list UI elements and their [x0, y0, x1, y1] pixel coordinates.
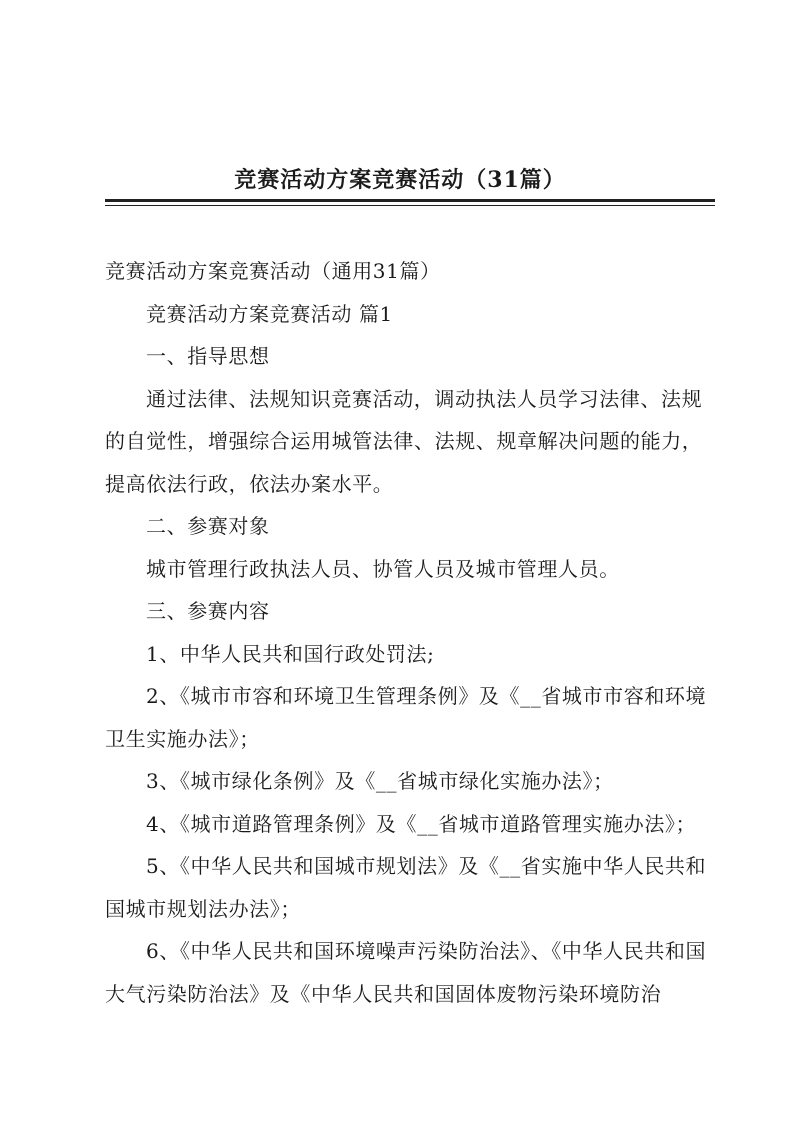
- document-body: [105, 250, 717, 1015]
- heading-participants: 二、参赛对象: [146, 514, 270, 538]
- list-item: 2、《城市市容和环境卫生管理条例》及《__省城市市容和环境卫生实施办法》；: [105, 684, 707, 751]
- list-item: 6、《中华人民共和国环境噪声污染防治法》、《中华人民共和国大气污染防治法》及《中华人民共和国固体废物污染环境防治: [105, 939, 707, 1006]
- subtitle-paragraph: 竞赛活动方案竞赛活动（通用31篇）: [105, 259, 441, 283]
- page-title: 竞赛活动方案竞赛活动（31篇）: [234, 167, 566, 193]
- title-divider-thin: [105, 205, 715, 206]
- heading-contents: 三、参赛内容: [146, 599, 270, 623]
- heading-guiding-ideology: 一、指导思想: [146, 344, 270, 368]
- paragraph-participants: 城市管理行政执法人员、协管人员及城市管理人员。: [146, 556, 620, 581]
- list-item: 3、《城市绿化条例》及《__省城市绿化实施办法》；: [146, 769, 614, 793]
- paragraph-guiding-ideology: 通过法律、法规知识竞赛活动，调动执法人员学习法律、法规的自觉性，增强综合运用城管法律、法规、规章解决问题的能力，提高依法行政，依法办案水平。: [105, 386, 703, 496]
- list-item: 5、《中华人民共和国城市规划法》及《__省实施中华人民共和国城市规划法办法》；: [105, 854, 707, 921]
- list-item: 1、中华人民共和国行政处罚法;: [146, 641, 435, 666]
- section-heading-paragraph: 竞赛活动方案竞赛活动 篇1: [146, 301, 393, 326]
- list-item: 4、《城市道路管理条例》及《__省城市道路管理实施办法》；: [146, 811, 697, 836]
- title-divider-thick: [105, 199, 715, 202]
